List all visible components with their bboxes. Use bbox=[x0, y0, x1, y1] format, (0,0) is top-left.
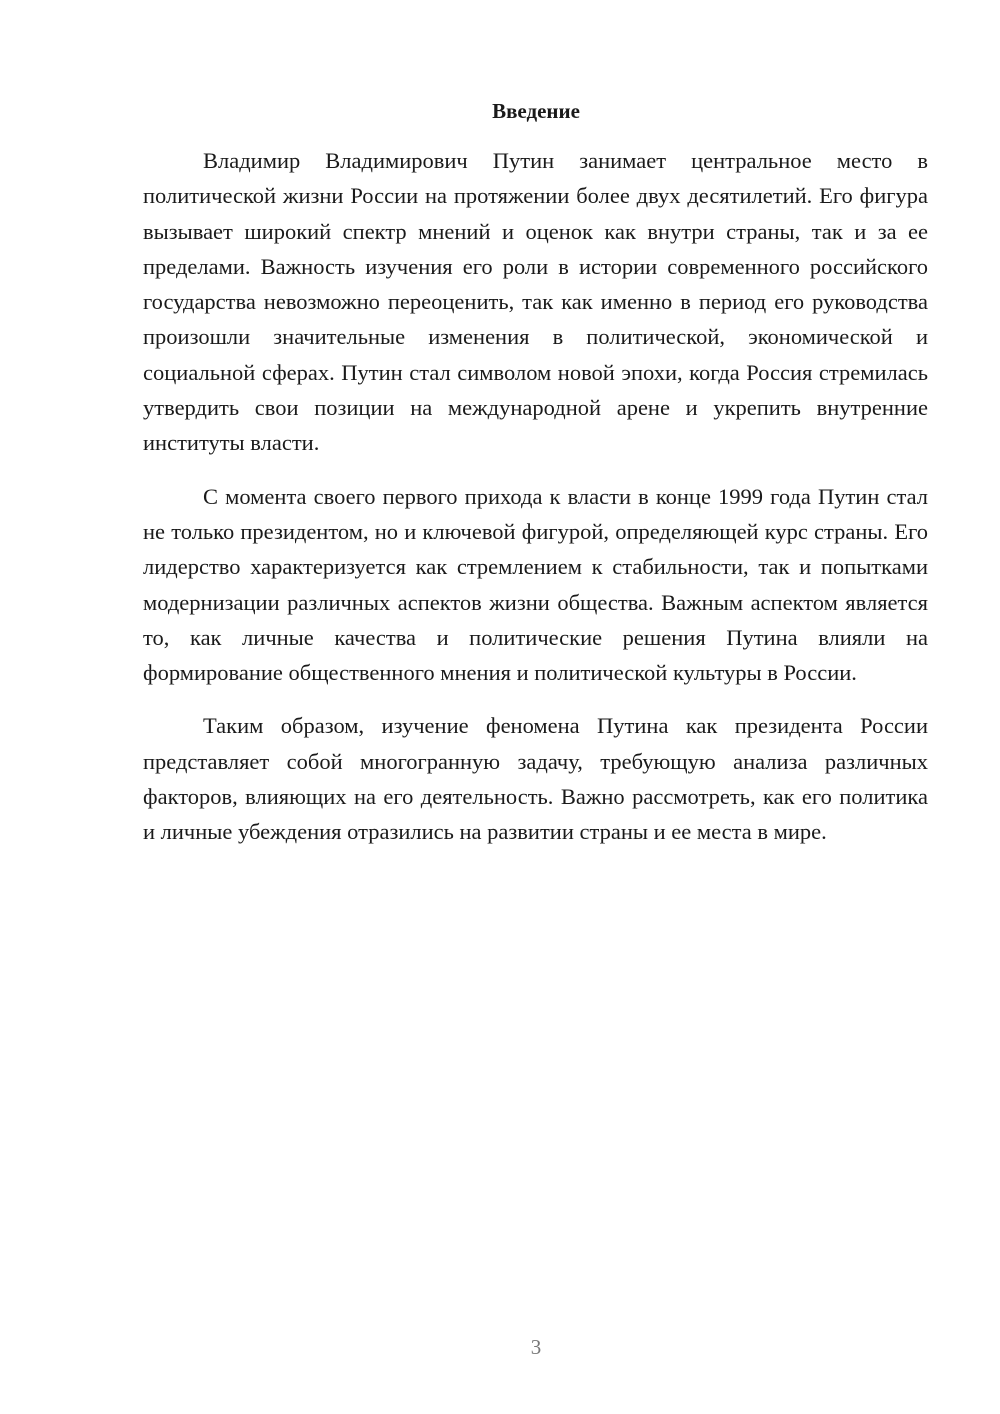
body-text bbox=[143, 143, 928, 868]
section-heading: Введение bbox=[492, 99, 580, 123]
paragraph-2: С момента своего первого прихода к власти в конце 1999 года Путин стал не только президентом, но и ключевой фигурой, определяющей курс страны. Его лидерство характеризуется как стремлением к стабильности, так и попытками модернизации различных аспектов жизни общества. Важным аспектом является то, как личные качества и политические решения Путина влияли на формирование общественного мнения и политической культуры в России. bbox=[143, 483, 928, 686]
paragraph-3: Таким образом, изучение феномена Путина как президента России представляет собой многогранную задачу, требующую анализа различных факторов, влияющих на его деятельность. Важно рассмотреть, как его политика и личные убеждения отразились на развитии страны и ее места в мире. bbox=[143, 713, 928, 845]
paragraph-1: Владимир Владимирович Путин занимает центральное место в политической жизни России на протяжении более двух десятилетий. Его фигура вызывает широкий спектр мнений и оценок как внутри страны, так и за ее пределами. Важность изучения его роли в истории современного российского государства невозможно переоценить, так как именно в период его руководства произошли значительные изменения в политической, экономической и социальной сферах. Путин стал символом новой эпохи, когда Россия стремилась утвердить свои позиции на международной арене и укрепить внутренние институты власти. bbox=[143, 148, 928, 456]
page-number: 3 bbox=[530, 1335, 542, 1359]
